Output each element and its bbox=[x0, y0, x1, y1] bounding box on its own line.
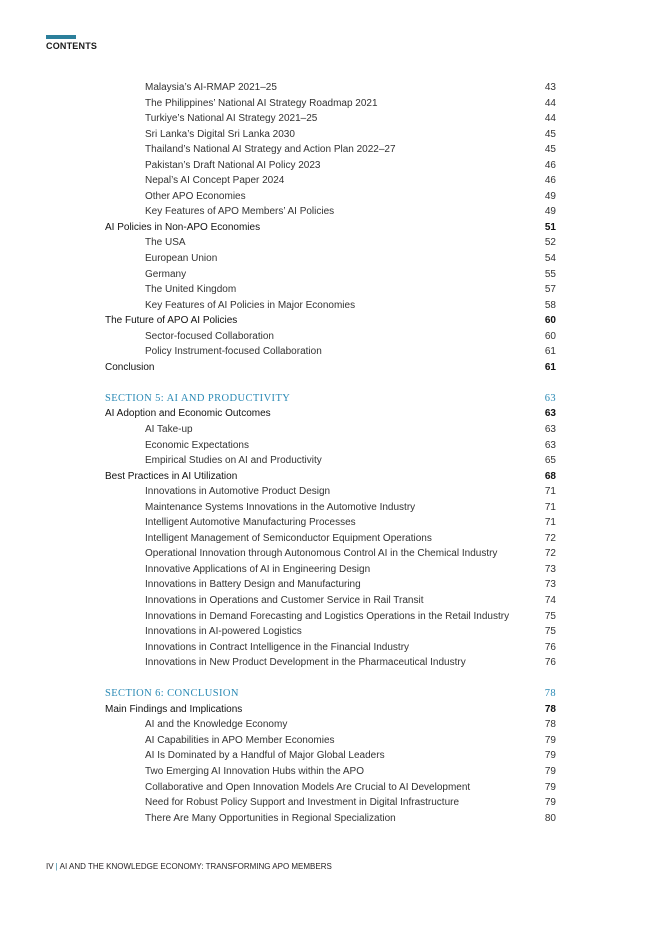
toc-entry[interactable] bbox=[0, 469, 662, 485]
toc-entry[interactable] bbox=[0, 640, 662, 656]
toc-entry[interactable] bbox=[0, 655, 662, 671]
toc-entry[interactable] bbox=[0, 158, 662, 174]
toc-entry[interactable] bbox=[0, 313, 662, 329]
toc-entry[interactable] bbox=[0, 204, 662, 220]
toc-entry-page: 45 bbox=[544, 128, 556, 140]
footer-page-number: IV bbox=[46, 862, 54, 871]
toc-entry-title: The USA bbox=[145, 237, 186, 249]
toc-entry[interactable] bbox=[0, 531, 662, 547]
contents-header: CONTENTS bbox=[46, 41, 98, 51]
toc-entry[interactable] bbox=[0, 111, 662, 127]
toc-entry-title: Thailand’s National AI Strategy and Action Plan 2022–27 bbox=[145, 144, 396, 156]
toc-entry-title: Turkiye’s National AI Strategy 2021–25 bbox=[145, 113, 318, 125]
toc-entry-title: Innovations in AI-powered Logistics bbox=[145, 626, 302, 638]
toc-entry-page: 73 bbox=[544, 579, 556, 591]
toc-entry-page: 57 bbox=[544, 284, 556, 296]
toc-entry[interactable] bbox=[0, 80, 662, 96]
toc-entry-page: 72 bbox=[544, 532, 556, 544]
toc-entry-title: Maintenance Systems Innovations in the Automotive Industry bbox=[145, 501, 416, 513]
toc-entry[interactable] bbox=[0, 220, 662, 236]
toc-entry-page: 73 bbox=[544, 563, 556, 575]
toc-entry-page: 80 bbox=[544, 812, 556, 824]
toc-entry-title: Policy Instrument-focused Collaboration bbox=[145, 346, 322, 358]
toc-entry-page: 60 bbox=[544, 330, 556, 342]
toc-entry-title: SECTION 6: CONCLUSION bbox=[105, 688, 239, 700]
toc-entry-page: 63 bbox=[544, 439, 556, 451]
toc-entry-title: Innovations in Operations and Customer Service in Rail Transit bbox=[145, 595, 424, 606]
toc-entry[interactable] bbox=[0, 235, 662, 251]
toc-entry-title: Innovations in Demand Forecasting and Logistics Operations in the Retail Industry bbox=[145, 610, 510, 622]
toc-entry-title: Innovations in Contract Intelligence in the Financial Industry bbox=[145, 641, 410, 653]
toc-entry[interactable] bbox=[0, 344, 662, 360]
toc-entry[interactable] bbox=[0, 795, 662, 811]
toc-entry-page: 45 bbox=[544, 144, 556, 156]
toc-entry[interactable] bbox=[0, 282, 662, 298]
toc-entry-page: 61 bbox=[544, 346, 556, 358]
toc-entry[interactable] bbox=[0, 173, 662, 189]
toc-entry-page: 46 bbox=[544, 175, 556, 187]
toc-entry-title: Collaborative and Open Innovation Models Are Crucial to AI Development bbox=[145, 781, 471, 793]
toc-entry-title: Innovations in Automotive Product Design bbox=[145, 486, 331, 498]
toc-entry-page: 65 bbox=[544, 455, 556, 467]
toc-entry-page: 79 bbox=[544, 734, 556, 746]
toc-entry-page: 78 bbox=[544, 703, 556, 715]
toc-entry-page: 79 bbox=[544, 765, 556, 777]
toc-entry-page: 54 bbox=[544, 253, 556, 265]
toc-entry-title: Conclusion bbox=[105, 361, 155, 373]
toc-entry-page: 51 bbox=[544, 221, 556, 233]
toc-entry[interactable] bbox=[0, 733, 662, 749]
toc-entry-page: 79 bbox=[544, 781, 556, 793]
toc-entry-title: Pakistan’s Draft National AI Policy 2023 bbox=[145, 159, 321, 171]
toc-entry-title: Sector-focused Collaboration bbox=[145, 330, 274, 342]
toc-entry[interactable] bbox=[0, 515, 662, 531]
toc-entry-page: 61 bbox=[544, 361, 556, 373]
toc-entry-page: 75 bbox=[544, 610, 556, 622]
page-footer bbox=[46, 862, 332, 871]
toc-entry[interactable] bbox=[0, 360, 662, 376]
toc-entry-page: 46 bbox=[544, 159, 556, 171]
toc-entry-page: 71 bbox=[544, 501, 556, 513]
toc-entry[interactable] bbox=[0, 267, 662, 283]
toc-entry-page: 43 bbox=[544, 82, 556, 93]
toc-entry-page: 58 bbox=[544, 299, 556, 311]
toc-entry-page: 60 bbox=[544, 315, 556, 327]
toc-entry-title: Intelligent Automotive Manufacturing Processes bbox=[145, 517, 356, 529]
toc-entry[interactable] bbox=[0, 562, 662, 578]
toc-entry-title: Economic Expectations bbox=[145, 439, 249, 451]
toc-entry-title: Germany bbox=[145, 268, 187, 280]
toc-entry[interactable] bbox=[0, 251, 662, 267]
toc-entry-page: 55 bbox=[544, 268, 556, 280]
toc-entry-title: Best Practices in AI Utilization bbox=[105, 470, 238, 482]
toc-entry-title: Sri Lanka’s Digital Sri Lanka 2030 bbox=[145, 128, 295, 140]
toc-entry[interactable] bbox=[0, 484, 662, 500]
toc-entry[interactable] bbox=[0, 593, 662, 609]
toc-entry-page: 52 bbox=[544, 237, 556, 249]
toc-entry[interactable] bbox=[0, 546, 662, 562]
toc-entry[interactable] bbox=[0, 609, 662, 625]
toc-entry-title: Malaysia’s AI-RMAP 2021–25 bbox=[145, 82, 277, 93]
toc-entry-title: Nepal’s AI Concept Paper 2024 bbox=[145, 175, 285, 187]
toc-entry-title: Innovations in Battery Design and Manufacturing bbox=[145, 579, 361, 591]
toc-entry-page: 44 bbox=[544, 113, 556, 125]
toc-entry-page: 44 bbox=[544, 97, 556, 109]
toc-entry-page: 71 bbox=[544, 517, 556, 529]
toc-entry-title: European Union bbox=[145, 253, 218, 265]
toc-section-heading[interactable] bbox=[0, 686, 662, 702]
toc-entry[interactable] bbox=[0, 780, 662, 796]
toc-entry-page: 78 bbox=[544, 688, 556, 700]
toc-entry-page: 71 bbox=[544, 486, 556, 498]
header-accent-bar bbox=[46, 35, 76, 39]
toc-entry[interactable] bbox=[0, 702, 662, 718]
toc-entry[interactable] bbox=[0, 764, 662, 780]
toc-entry-page: 68 bbox=[544, 470, 556, 482]
toc-entry-page: 63 bbox=[544, 408, 556, 420]
toc-entry[interactable] bbox=[0, 811, 662, 827]
toc-entry[interactable] bbox=[0, 717, 662, 733]
toc-entry-title: Innovations in New Product Development in the Pharmaceutical Industry bbox=[145, 657, 466, 669]
toc-entry[interactable] bbox=[0, 748, 662, 764]
toc-entry-title: AI Capabilities in APO Member Economies bbox=[145, 734, 335, 746]
toc-entry-title: Innovative Applications of AI in Engineering Design bbox=[145, 563, 371, 575]
footer-separator: | bbox=[55, 862, 58, 871]
toc-entry-page: 76 bbox=[544, 657, 556, 669]
toc-entry-title: The Future of APO AI Policies bbox=[105, 315, 238, 327]
toc-entry-title: Operational Innovation through Autonomous Control AI in the Chemical Industry bbox=[145, 548, 498, 560]
toc-entry-page: 78 bbox=[544, 719, 556, 731]
toc-entry[interactable] bbox=[0, 438, 662, 454]
toc-entry-page: 79 bbox=[544, 797, 556, 809]
toc-entry-title: AI and the Knowledge Economy bbox=[145, 719, 288, 731]
toc-entry[interactable] bbox=[0, 406, 662, 422]
toc-entry-title: Key Features of APO Members’ AI Policies bbox=[145, 206, 335, 218]
footer-book-title: AI AND THE KNOWLEDGE ECONOMY: TRANSFORMING APO MEMBERS bbox=[59, 862, 332, 871]
toc-entry-title: Two Emerging AI Innovation Hubs within the APO bbox=[145, 765, 365, 777]
toc-entry-title: Intelligent Management of Semiconductor Equipment Operations bbox=[145, 532, 432, 544]
toc-entry-page: 63 bbox=[544, 423, 556, 435]
toc-entry-page: 75 bbox=[544, 626, 556, 638]
toc-entry-title: Need for Robust Policy Support and Investment in Digital Infrastructure bbox=[145, 797, 460, 809]
toc-entry-page: 49 bbox=[544, 206, 556, 218]
toc-entry-page: 49 bbox=[544, 190, 556, 202]
toc-entry-title: The United Kingdom bbox=[145, 284, 237, 296]
toc-entry-title: AI Adoption and Economic Outcomes bbox=[105, 408, 271, 420]
toc-entry-title: Key Features of AI Policies in Major Economies bbox=[145, 299, 356, 311]
toc-entry[interactable] bbox=[0, 189, 662, 205]
toc-entry[interactable] bbox=[0, 329, 662, 345]
toc-entry-title: There Are Many Opportunities in Regional Specialization bbox=[145, 812, 396, 824]
toc-entry[interactable] bbox=[0, 298, 662, 314]
toc-entry-title: Other APO Economies bbox=[145, 190, 246, 202]
toc-section-heading[interactable] bbox=[0, 391, 662, 407]
table-of-contents bbox=[0, 80, 662, 826]
toc-entry-page: 74 bbox=[544, 595, 556, 606]
toc-entry-title: SECTION 5: AI AND PRODUCTIVITY bbox=[105, 392, 291, 404]
toc-entry-title: The Philippines’ National AI Strategy Roadmap 2021 bbox=[145, 97, 378, 109]
toc-entry-page: 72 bbox=[544, 548, 556, 560]
toc-entry[interactable] bbox=[0, 422, 662, 438]
toc-entry[interactable] bbox=[0, 96, 662, 112]
toc-entry-page: 79 bbox=[544, 750, 556, 762]
toc-entry-title: AI Take-up bbox=[145, 423, 193, 435]
toc-entry[interactable] bbox=[0, 500, 662, 516]
toc-entry-title: AI Policies in Non-APO Economies bbox=[105, 221, 261, 233]
toc-entry-title: AI Is Dominated by a Handful of Major Global Leaders bbox=[145, 750, 385, 762]
toc-entry-page: 63 bbox=[544, 392, 556, 404]
toc-entry[interactable] bbox=[0, 577, 662, 593]
toc-entry-page: 76 bbox=[544, 641, 556, 653]
toc-entry[interactable] bbox=[0, 142, 662, 158]
toc-entry[interactable] bbox=[0, 624, 662, 640]
toc-entry-title: Empirical Studies on AI and Productivity bbox=[145, 455, 322, 467]
toc-entry[interactable] bbox=[0, 127, 662, 143]
toc-entry-title: Main Findings and Implications bbox=[105, 703, 243, 715]
toc-entry[interactable] bbox=[0, 453, 662, 469]
